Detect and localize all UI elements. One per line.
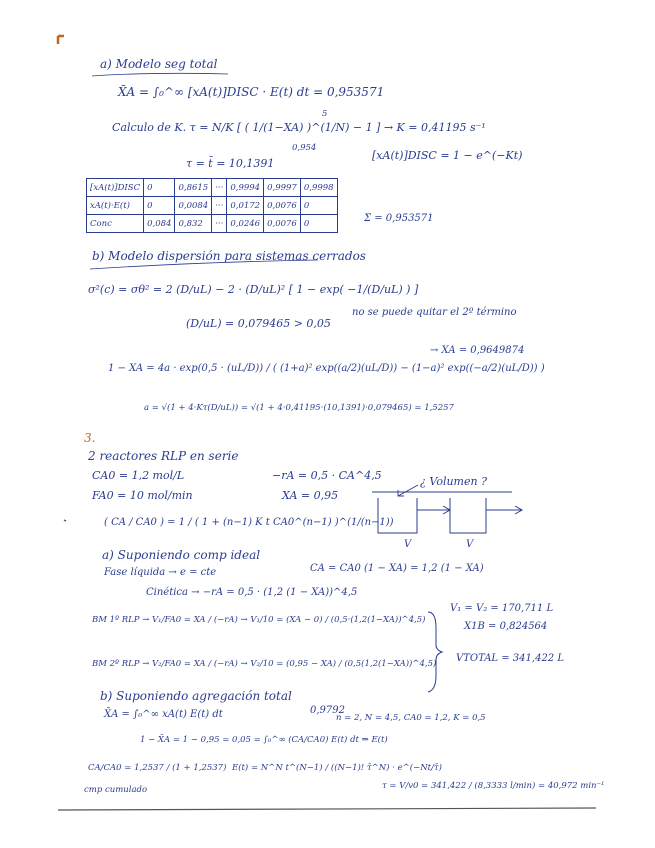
part-a-heading: a) Modelo seg total <box>100 57 218 71</box>
top-note: 0,9792 <box>310 705 345 716</box>
table-cell: ··· <box>212 197 227 215</box>
table-cell: xA(t)·E(t) <box>87 197 144 215</box>
p3b-heading: b) Suponiendo agregación total <box>100 689 292 703</box>
conversion-b: 1 − X̄A = 1 − 0,95 = 0,05 = ∫₀^∞ (CA/CA0) E(t) dt ⇒ E(t) <box>140 735 388 745</box>
table-cell: 0,0172 <box>227 197 264 215</box>
table-cell: 0,0084 <box>175 197 212 215</box>
table-cell: 0 <box>300 197 337 215</box>
table-row <box>87 197 338 215</box>
volume-question: ¿ Volumen ? <box>420 475 487 488</box>
xa-value: XA = 0,95 <box>282 489 339 502</box>
xa-value-note: 0,954 <box>292 143 317 153</box>
fase-note: Fase líquida → e = cte <box>104 567 217 578</box>
vtotal-value: VTOTAL = 341,422 L <box>456 653 564 664</box>
table-cell: 0,832 <box>175 215 212 233</box>
table-cell: 0,084 <box>144 215 175 233</box>
xa-integral: X̄A = ∫₀^∞ [xA(t)]DISC · E(t) dt = 0,953571 <box>118 85 385 99</box>
xa-integral-b: X̄A = ∫₀^∞ xA(t) E(t) dt <box>104 709 223 720</box>
table-cell: 0,0076 <box>264 215 301 233</box>
params: n = 2, N = 4,5, CA0 = 1,2, K = 0,5 <box>336 713 486 723</box>
tau-equation: τ = t̄ = 10,1391 <box>186 157 275 170</box>
x1b-value: X1B = 0,824564 <box>464 621 548 632</box>
tau-b-equation: τ = V/v0 = 341,422 / (8,3333 l/min) = 40,972 min⁻¹ <box>382 781 605 791</box>
table-cell: 0,9997 <box>264 179 301 197</box>
ca-equation: CA = CA0 (1 − XA) = 1,2 (1 − XA) <box>310 563 484 574</box>
reactor-2-label: V <box>466 539 474 550</box>
ratio-equation: ( CA / CA0 ) = 1 / ( 1 + (n−1) K t CA0^(n−1) )^(1/(n−1)) <box>104 517 394 528</box>
n-note: 5 <box>322 109 328 119</box>
variance-equation: σ²(c) = σθ² = 2 (D/uL) − 2 · (D/uL)² [ 1 − exp( −1/(D/uL) ) ] <box>88 283 419 296</box>
conversion-equation: 1 − XA = 4a · exp(0,5 · (uL/D)) / ( (1+a)² exp((a/2)(uL/D)) − (1−a)² exp((−a/2)(uL/D)) ) <box>108 363 545 374</box>
table-cell: 0,0076 <box>264 197 301 215</box>
p3a-heading: a) Suponiendo comp ideal <box>102 548 261 562</box>
et-equation: E(t) = N^N t^(N−1) / ((N−1)! τ̄^N) · e^(−Nt/τ̄) <box>232 763 442 773</box>
disc-equation: [xA(t)]DISC = 1 − e^(−Kt) <box>372 149 523 162</box>
table-cell: 0 <box>144 179 175 197</box>
table-cell: 0 <box>300 215 337 233</box>
xa-result: → XA = 0,9649874 <box>430 345 525 356</box>
reactor-1-label: V <box>404 539 412 550</box>
v1-v2-value: V₁ = V₂ = 170,711 L <box>450 603 554 614</box>
rate-equation: −rA = 0,5 · CA^4,5 <box>272 469 382 482</box>
table-cell: 0,9998 <box>300 179 337 197</box>
footnote: cmp cumulado <box>84 785 148 795</box>
sum-note: Σ = 0,953571 <box>364 213 434 224</box>
results-table <box>86 178 338 233</box>
table-cell: Conc <box>87 215 144 233</box>
bm2-equation: BM 2º RLP → V₂/FA0 = XA / (−rA) → V₂/10 = (0,95 − XA) / (0,5(1,2(1−XA))^4,5) <box>92 659 437 669</box>
fa0-value: FA0 = 10 mol/min <box>92 489 193 502</box>
table-row <box>87 215 338 233</box>
problem-title: 2 reactores RLP en serie <box>88 449 239 463</box>
ratio-b: CA/CA0 = 1,2537 / (1 + 1,2537) <box>88 763 227 773</box>
calc-k-equation: Calculo de K. τ = N/K [ ( 1/(1−XA) )^(1/N) − 1 ] → K = 0,41195 s⁻¹ <box>112 121 486 134</box>
table-cell: ··· <box>212 179 227 197</box>
kinetics-equation: Cinética → −rA = 0,5 · (1,2 (1 − XA))^4,5 <box>146 587 358 598</box>
part-b-heading: b) Modelo dispersión para sistemas cerrados <box>92 249 366 263</box>
a-equation: a = √(1 + 4·Kτ(D/uL)) = √(1 + 4·0,41195·(10,1391)·0,079465) = 1,5257 <box>144 403 454 413</box>
table-cell: 0,8615 <box>175 179 212 197</box>
table-cell: ··· <box>212 215 227 233</box>
problem-number: 3. <box>84 431 96 445</box>
ca0-value: CA0 = 1,2 mol/L <box>92 469 185 482</box>
table-cell: [xA(t)]DISC <box>87 179 144 197</box>
dul-value: (D/uL) = 0,079465 > 0,05 <box>186 317 331 330</box>
bm1-equation: BM 1º RLP → V₁/FA0 = XA / (−rA) → V₁/10 = (XA − 0) / (0,5·(1,2(1−XA))^4,5) <box>92 615 426 625</box>
table-cell: 0,0246 <box>227 215 264 233</box>
table-row <box>87 179 338 197</box>
table-cell: 0 <box>144 197 175 215</box>
dul-note: no se puede quitar el 2º término <box>352 307 517 318</box>
table-cell: 0,9994 <box>227 179 264 197</box>
